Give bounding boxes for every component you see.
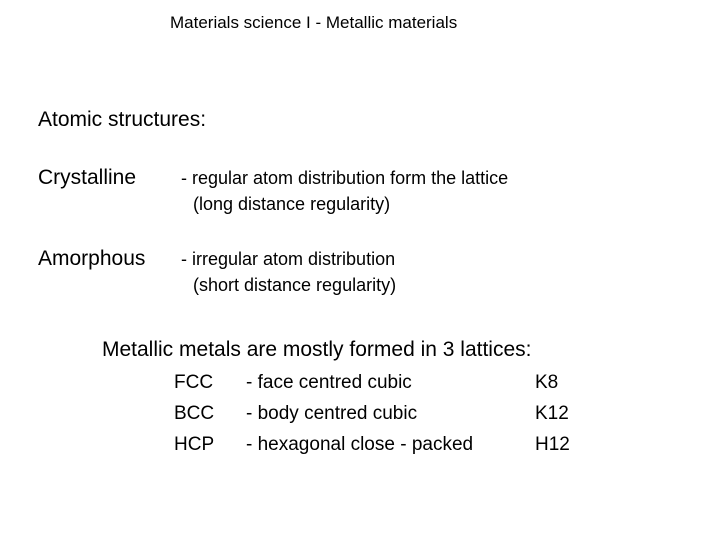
term-crystalline: Crystalline xyxy=(38,166,137,189)
lattice-coordination: K12 xyxy=(535,403,569,424)
term-amorphous: Amorphous xyxy=(38,247,146,270)
lattice-name: - body centred cubic xyxy=(246,403,418,424)
lattice-name: - face centred cubic xyxy=(246,372,412,393)
amorphous-description-line1: - irregular atom distribution xyxy=(181,249,396,269)
lattice-coordination: K8 xyxy=(535,372,559,393)
lattices-intro: Metallic metals are mostly formed in 3 lattices: xyxy=(102,338,532,361)
section-heading: Atomic structures: xyxy=(38,108,207,131)
amorphous-description-line2: (short distance regularity) xyxy=(193,275,397,295)
crystalline-description-line1: - regular atom distribution form the lattice xyxy=(181,168,509,188)
crystalline-description-line2: (long distance regularity) xyxy=(193,194,391,214)
lattice-abbr: HCP xyxy=(174,434,215,455)
lattice-abbr: BCC xyxy=(174,403,215,424)
slide-title: Materials science I - Metallic materials xyxy=(170,13,458,32)
lattice-name: - hexagonal close - packed xyxy=(246,434,474,455)
lattice-abbr: FCC xyxy=(174,372,214,393)
lattice-coordination: H12 xyxy=(535,434,570,455)
